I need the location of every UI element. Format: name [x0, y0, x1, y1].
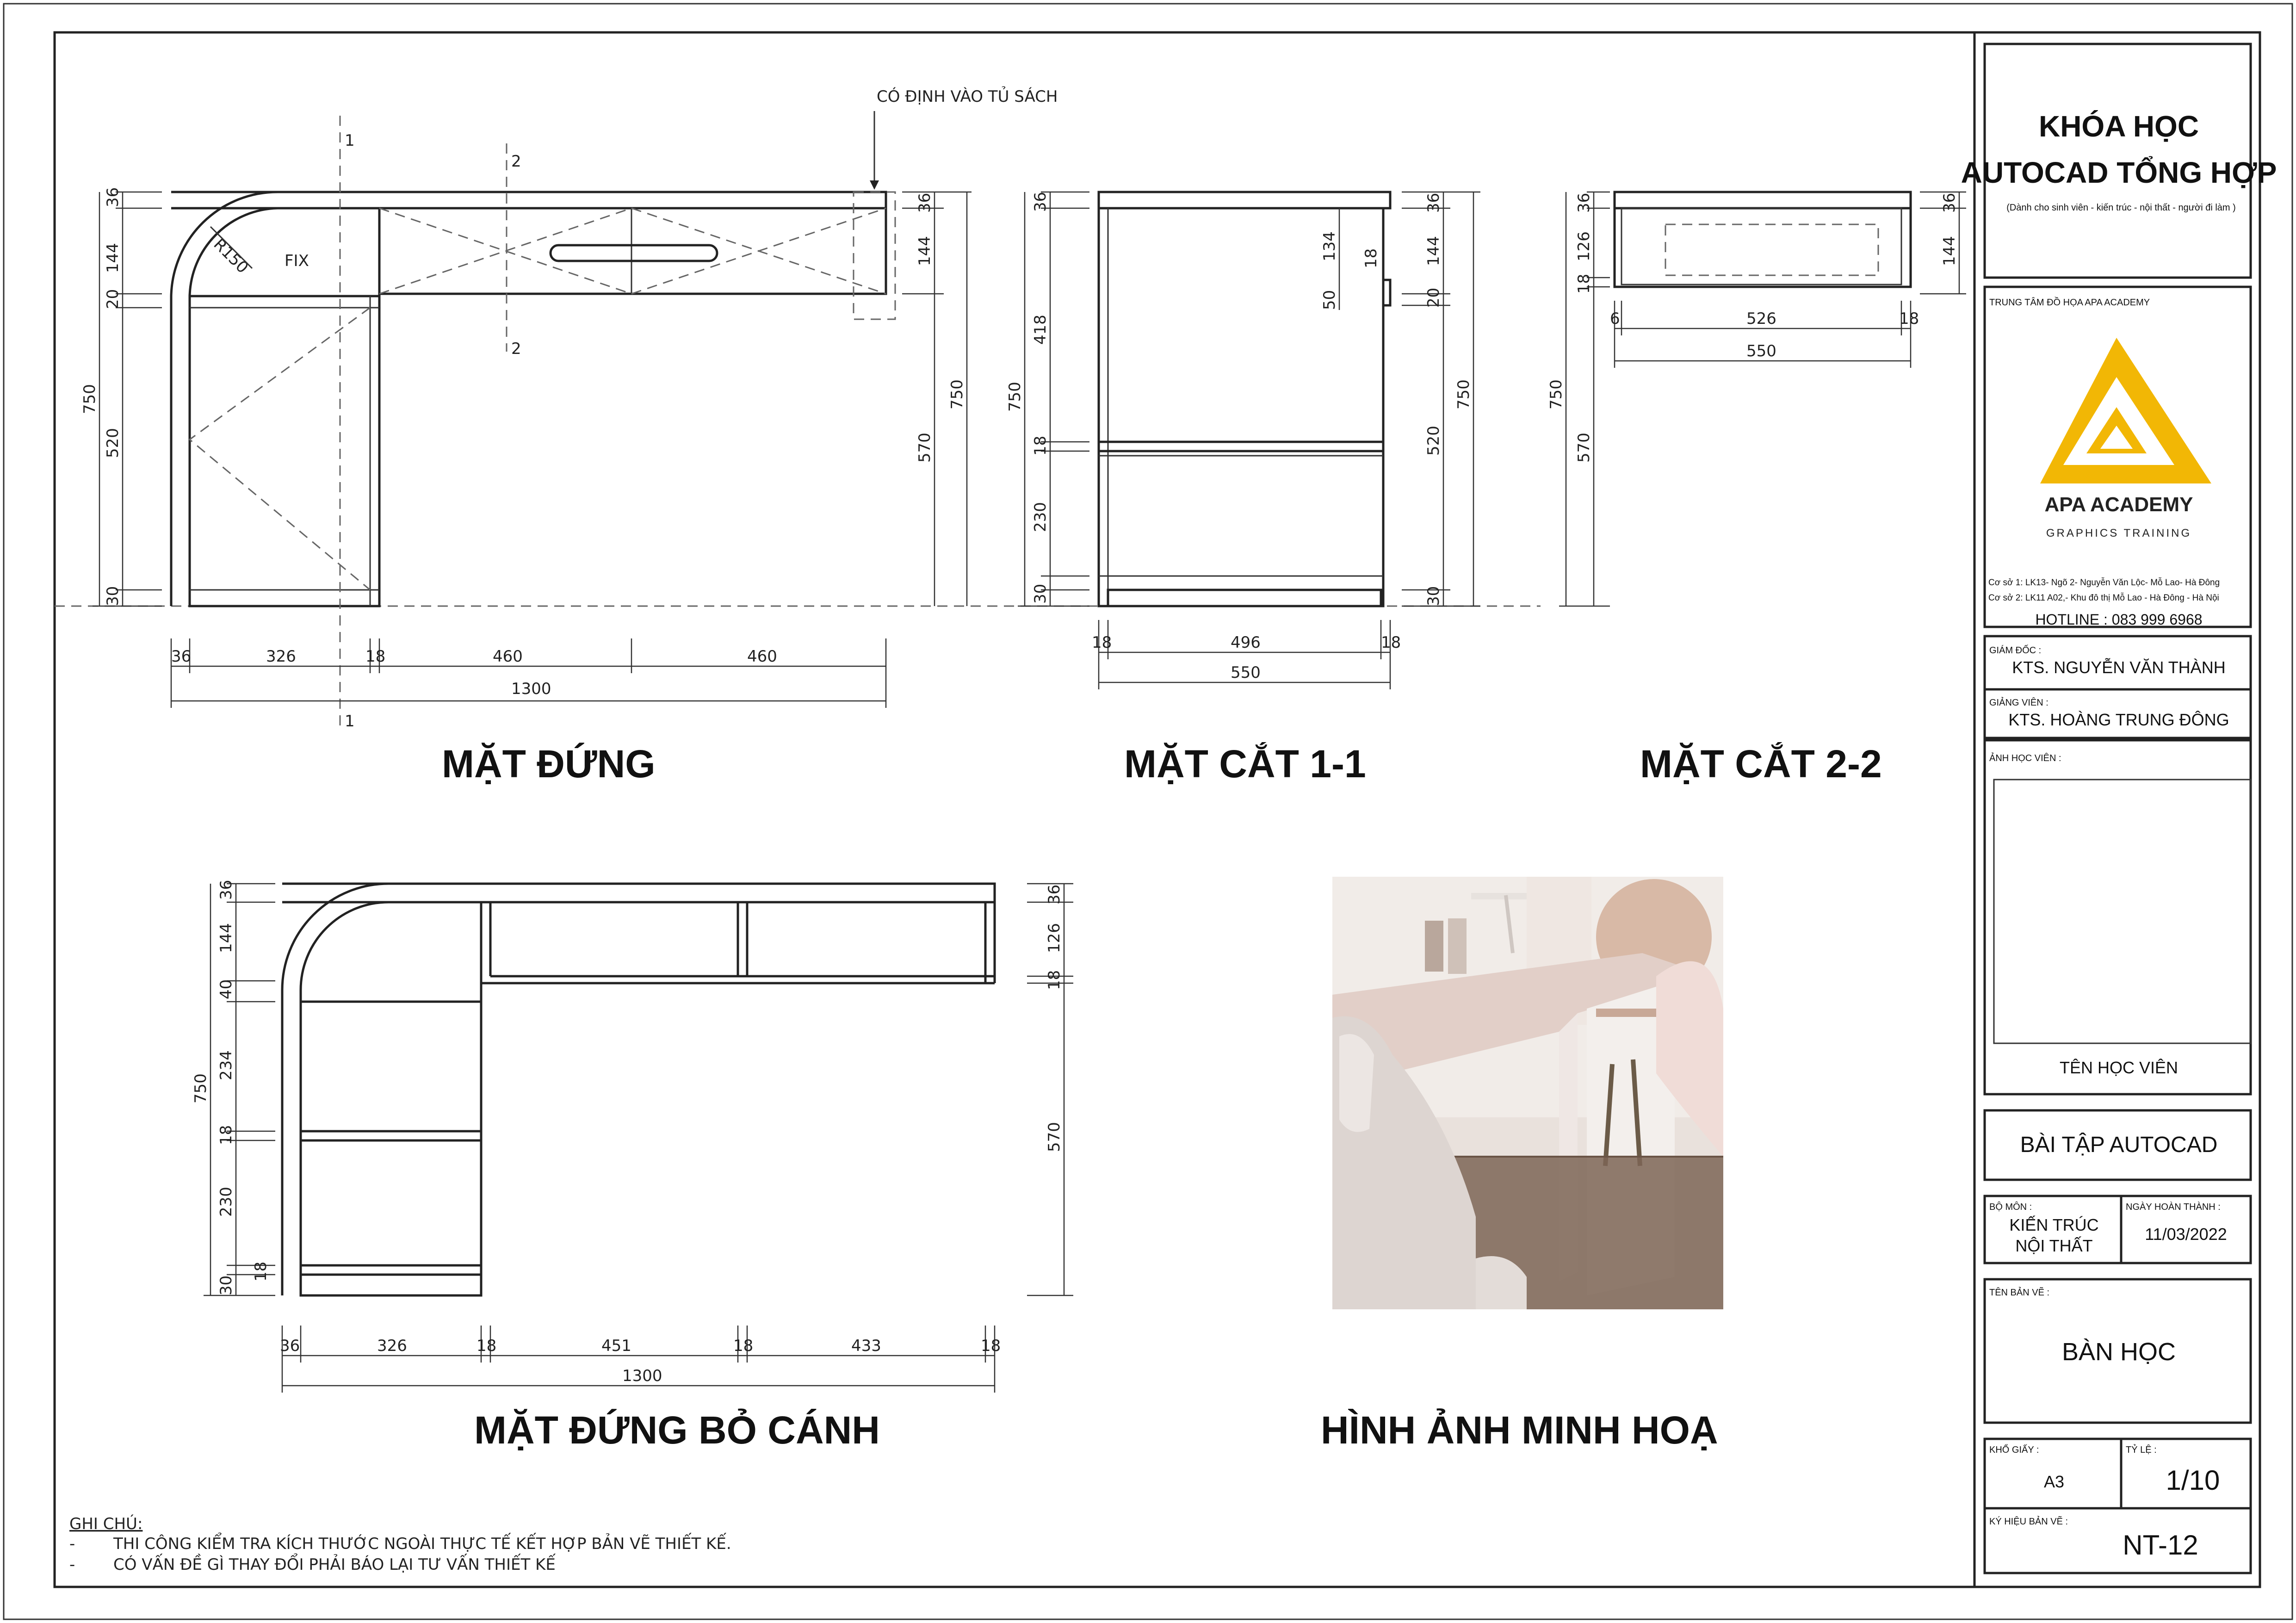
dim: 36: [280, 1337, 300, 1355]
cut2-bottom-label: 2: [511, 340, 521, 358]
drawing-name-label: TÊN BẢN VẼ :: [1989, 1288, 2050, 1298]
dim: 30: [1031, 583, 1050, 604]
dim: 230: [217, 1187, 235, 1217]
dim: 460: [493, 647, 523, 666]
center-name: TRUNG TÂM ĐỒ HỌA APA ACADEMY: [1989, 297, 2150, 308]
hotline: HOTLINE : 083 999 6968: [2035, 611, 2203, 628]
dim: 230: [1031, 502, 1050, 532]
drawing-code: NT-12: [2123, 1530, 2198, 1561]
logo-subtitle: GRAPHICS TRAINING: [2046, 527, 2192, 539]
course-subtitle: (Dành cho sinh viên - kiến trúc - nội thất - người đi làm ): [2006, 203, 2236, 213]
drawer-panel: [379, 208, 886, 294]
elevation-title: MẶT ĐỨNG: [442, 742, 656, 786]
dim: 750: [80, 384, 99, 414]
section-2-2-title: MẶT CẮT 2-2: [1640, 742, 1882, 786]
dept-line1: KIẾN TRÚC: [2009, 1215, 2099, 1234]
dim: 326: [266, 647, 296, 666]
date-label: NGÀY HOÀN THÀNH :: [2126, 1202, 2221, 1212]
drawer-handle: [551, 245, 717, 261]
section-1-1-view: [1006, 192, 1480, 786]
dim: 40: [217, 979, 235, 999]
notes: [69, 1514, 731, 1574]
course-title-line2: AUTOCAD TỔNG HỢP: [1961, 156, 2277, 189]
dim: 36: [916, 192, 934, 213]
dim: 36: [1031, 192, 1050, 212]
cut1-bottom-label: 1: [345, 712, 355, 731]
student-photo-box: [1994, 780, 2251, 1043]
title-block: [1961, 44, 2277, 1573]
director-label: GIÁM ĐỐC :: [1989, 645, 2042, 656]
dim: 18: [365, 647, 386, 666]
illustration-photo: [1321, 877, 1723, 1452]
illustration-title: HÌNH ẢNH MINH HOẠ: [1321, 1408, 1718, 1452]
note-item: THI CÔNG KIỂM TRA KÍCH THƯỚC NGOÀI THỰC TẾ KẾT HỢP BẢN VẼ THIẾT KẾ.: [113, 1535, 731, 1553]
dim: 36: [104, 187, 122, 207]
dim: 126: [1575, 231, 1593, 261]
elevation-view: [80, 86, 1058, 786]
note-bullet: -: [69, 1535, 75, 1553]
dim: 18: [1092, 633, 1112, 652]
fix-to-bookcase-note: CÓ ĐỊNH VÀO TỦ SÁCH: [877, 87, 1058, 106]
dim: 526: [1746, 310, 1776, 328]
paper-size: A3: [2043, 1472, 2065, 1491]
dim: 433: [851, 1337, 881, 1355]
cut1-top-label: 1: [345, 131, 355, 150]
address-1: Cơ sở 1: LK13- Ngõ 2- Nguyễn Văn Lộc- Mỗ Lao- Hà Đông: [1988, 578, 2220, 588]
dim: 36: [217, 880, 235, 900]
dim: 750: [948, 379, 966, 409]
dim: 36: [1575, 192, 1593, 213]
dim: 460: [747, 647, 777, 666]
paper-label: KHỔ GIẤY :: [1989, 1445, 2039, 1455]
student-name: TÊN HỌC VIÊN: [2059, 1058, 2178, 1077]
dim: 144: [916, 236, 934, 266]
dim: 550: [1231, 663, 1261, 682]
dim: 144: [217, 923, 235, 953]
dim: 36: [171, 647, 192, 666]
dim: 30: [1424, 586, 1443, 606]
dim: 18: [1045, 970, 1064, 990]
logo-name: APA ACADEMY: [2044, 493, 2193, 516]
dim: 750: [1454, 379, 1473, 409]
scale-label: TỶ LỆ :: [2126, 1445, 2157, 1455]
dim: 18: [1899, 310, 1919, 328]
dim: 144: [104, 243, 122, 273]
elevation-open-view: [192, 880, 1073, 1452]
dim: 30: [217, 1275, 235, 1295]
desk-top: [171, 192, 886, 208]
dim: 18: [1362, 248, 1380, 268]
dim: 496: [1231, 633, 1261, 652]
dim: 326: [377, 1337, 407, 1355]
dim: 20: [1424, 287, 1443, 308]
director-name: KTS. NGUYỄN VĂN THÀNH: [2012, 658, 2226, 677]
dim: 550: [1746, 342, 1776, 360]
dim: 18: [217, 1125, 235, 1145]
dim: 134: [1320, 231, 1339, 261]
dim: 36: [1424, 192, 1443, 213]
dim: 1300: [511, 680, 551, 698]
dim: 520: [104, 428, 122, 458]
dim: 18: [1381, 633, 1401, 652]
dim: 126: [1045, 923, 1064, 953]
dim: 144: [1424, 236, 1443, 266]
section-2-2-view: [1547, 192, 1966, 786]
dim: 18: [1031, 435, 1050, 456]
dim: 30: [104, 586, 122, 606]
dim: 36: [1940, 192, 1959, 213]
student-photo-label: ẢNH HỌC VIÊN :: [1989, 753, 2061, 763]
dim: 418: [1031, 315, 1050, 345]
radius-label: R150: [210, 235, 252, 277]
address-2: Cơ sở 2: LK11 A02,- Khu đô thị Mỗ Lao - Hà Đông - Hà Nội: [1988, 593, 2219, 603]
dim: 144: [1940, 236, 1959, 266]
dept-line2: NỘI THẤT: [2015, 1236, 2093, 1255]
dim: 520: [1424, 426, 1443, 456]
note-item: CÓ VẤN ĐỀ GÌ THAY ĐỔI PHẢI BÁO LẠI TƯ VẤN THIẾT KẾ: [113, 1555, 556, 1574]
drawing-name: BÀN HỌC: [2061, 1338, 2176, 1366]
dim: 36: [1045, 884, 1064, 904]
scale-value: 1/10: [2166, 1465, 2220, 1496]
lecturer-label: GIẢNG VIÊN :: [1989, 698, 2048, 708]
lecturer-name: KTS. HOÀNG TRUNG ĐÔNG: [2008, 710, 2229, 729]
course-title-line1: KHÓA HỌC: [2038, 110, 2199, 143]
dim: 50: [1320, 290, 1339, 310]
dim: 18: [477, 1337, 497, 1355]
elevation-open-title: MẶT ĐỨNG BỎ CÁNH: [474, 1408, 880, 1452]
fix-label: FIX: [285, 252, 309, 270]
dim: 18: [733, 1337, 754, 1355]
dim: 1300: [622, 1367, 662, 1385]
code-label: KÝ HIỆU BẢN VẼ :: [1989, 1517, 2068, 1527]
dim: 570: [1045, 1122, 1064, 1152]
dim: 18: [1575, 273, 1593, 294]
note-bullet: -: [69, 1555, 75, 1574]
exercise-title: BÀI TẬP AUTOCAD: [2020, 1133, 2218, 1157]
dim: 570: [916, 433, 934, 463]
dim: 750: [1006, 382, 1024, 412]
dim: 750: [1547, 379, 1566, 409]
completion-date: 11/03/2022: [2145, 1225, 2227, 1244]
cut2-top-label: 2: [511, 152, 521, 171]
dim: 234: [217, 1050, 235, 1080]
dim: 570: [1575, 433, 1593, 463]
apa-logo-icon: [2040, 338, 2211, 483]
dim: 18: [252, 1261, 270, 1282]
dim: 18: [981, 1337, 1001, 1355]
dim: 20: [104, 289, 122, 309]
section-1-1-title: MẶT CẮT 1-1: [1124, 742, 1366, 786]
dim: 451: [601, 1337, 631, 1355]
dept-label: BỘ MÔN :: [1989, 1202, 2032, 1212]
dim: 750: [192, 1073, 210, 1103]
dim: 6: [1610, 310, 1620, 328]
notes-heading: GHI CHÚ:: [69, 1515, 143, 1533]
